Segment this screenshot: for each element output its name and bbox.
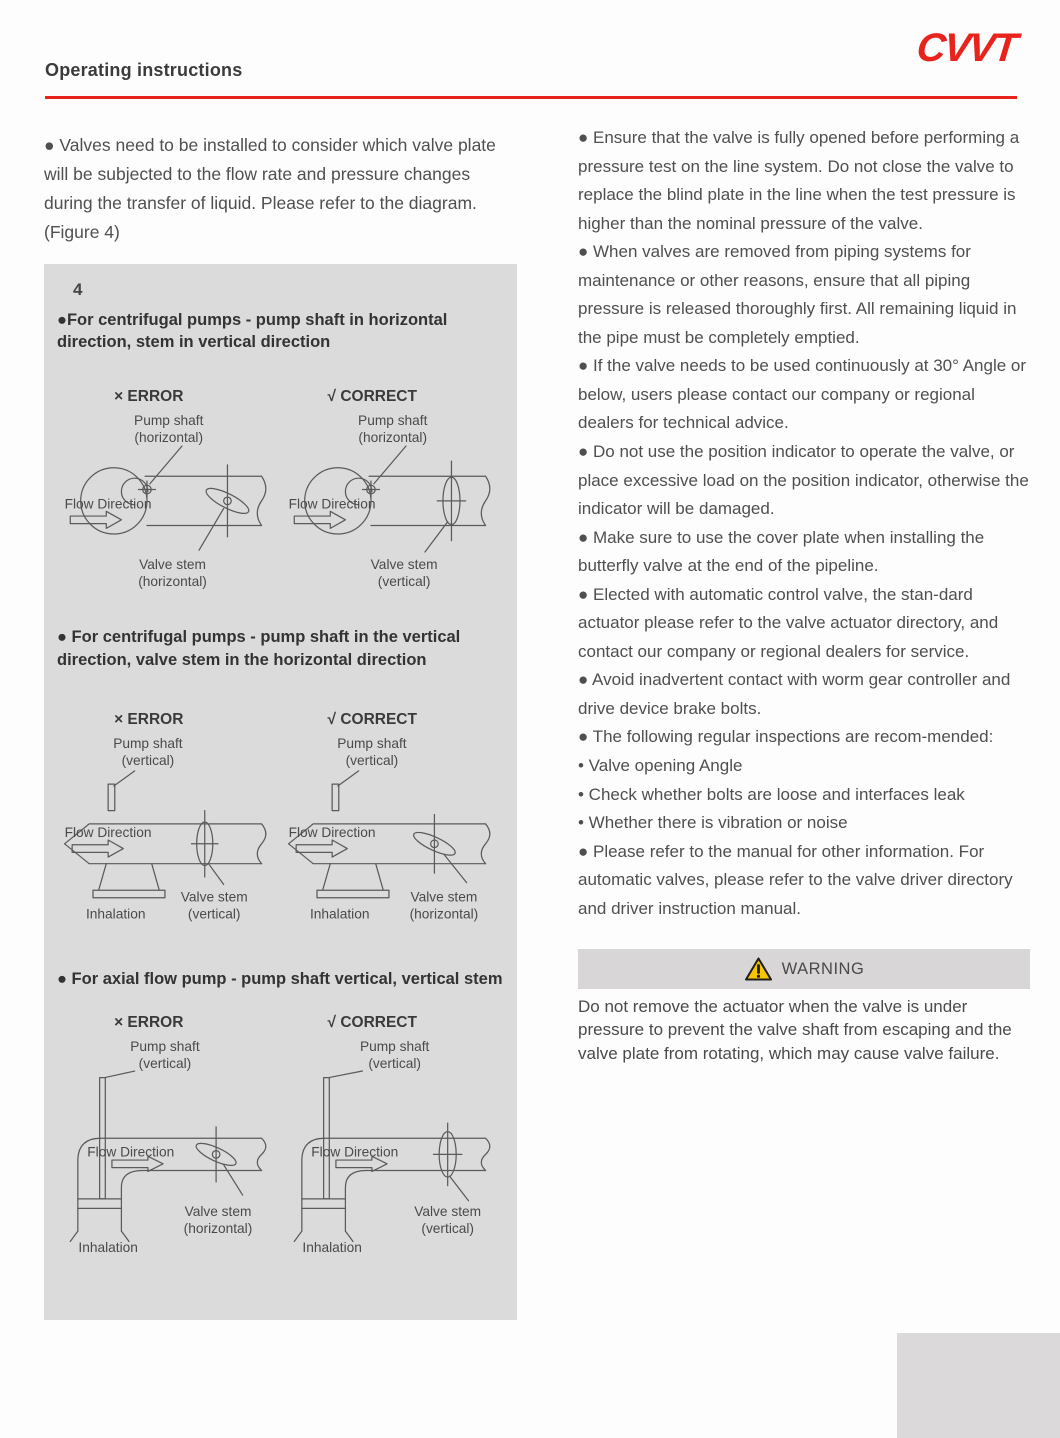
figure-caption: ●For centrifugal pumps - pump shaft in horizontal direction, stem in vertical direction <box>57 311 448 352</box>
diagram-row-2 <box>57 733 504 932</box>
pump-shaft-sublabel: (horizontal) <box>134 429 204 445</box>
valve-stem-sublabel: (vertical) <box>420 1221 474 1237</box>
valve-drawing <box>411 814 467 882</box>
correct-label: √ CORRECT <box>327 1014 417 1032</box>
pump-shaft-label: Pump shaft <box>357 412 427 428</box>
valve-stem-sublabel: (vertical) <box>377 573 430 589</box>
flow-arrow-icon <box>70 511 121 528</box>
valve-drawing <box>433 1123 468 1201</box>
flow-arrow-icon <box>294 511 345 528</box>
flow-arrow-icon <box>296 840 347 857</box>
header-rule <box>45 96 1017 99</box>
pump-shaft-sublabel: (vertical) <box>367 1056 421 1072</box>
valve-stem-label: Valve stem <box>370 556 438 572</box>
instruction-subitem: • Check whether bolts are loose and interfaces leak <box>578 784 965 804</box>
pump-shaft-label: Pump shaft <box>359 1039 429 1055</box>
instruction-item: ● The following regular inspections are recom-mended: <box>578 727 994 747</box>
flow-direction-label: Flow Direction <box>64 496 152 512</box>
flow-direction-label: Flow Direction <box>310 1144 398 1160</box>
valve-drawing <box>424 461 465 552</box>
instruction-item: ● Make sure to use the cover plate when installing the butterfly valve at the end of the pipeline. <box>578 527 985 576</box>
figure-number: 4 <box>73 280 83 300</box>
page-title: Operating instructions <box>45 60 243 80</box>
valve-drawing <box>194 1127 243 1195</box>
instruction-list <box>578 124 1030 923</box>
flow-direction-label: Flow Direction <box>288 825 375 841</box>
diagram-centrifugal-hshaft-error <box>57 410 281 595</box>
valve-stem-label: Valve stem <box>184 1203 252 1219</box>
intro-paragraph: ● Valves need to be installed to consider which valve plate will be subjected to the flow rate and pressure changes during the transfer of liquid. Please refer to the diagram. (Figure 4) <box>44 135 496 243</box>
error-label: × ERROR <box>114 1014 184 1032</box>
figure-subheading-3: ● For axial flow pump - pump shaft vertical, vertical stem <box>57 969 503 988</box>
instruction-item: ● Ensure that the valve is fully opened before performing a pressure test on the line system. Do not close the valve to replace the blind plate in the line when the test pressure is higher than the nominal pressure of the valve. <box>578 128 1020 233</box>
pump-shaft-sublabel: (vertical) <box>345 753 398 769</box>
error-correct-row-1 <box>57 388 504 406</box>
diagram-axial-pump-correct <box>281 1036 505 1259</box>
error-correct-row-3 <box>57 1014 504 1032</box>
inhalation-label: Inhalation <box>78 1239 138 1255</box>
valve-stem-sublabel: (horizontal) <box>183 1221 253 1237</box>
valve-stem-sublabel: (horizontal) <box>138 573 207 589</box>
figure-4 <box>44 264 517 1320</box>
valve-drawing <box>199 465 252 550</box>
valve-stem-label: Valve stem <box>409 889 477 905</box>
diagram-centrifugal-vshaft-correct <box>281 733 505 932</box>
right-column <box>578 124 1030 1065</box>
pump-shaft-label: Pump shaft <box>113 736 183 752</box>
pump-shaft-sublabel: (vertical) <box>138 1056 192 1072</box>
flow-arrow-icon <box>72 840 123 857</box>
pump-shaft-sublabel: (vertical) <box>121 753 175 769</box>
error-correct-row-2 <box>57 711 504 729</box>
correct-label: √ CORRECT <box>327 387 417 405</box>
instruction-item: ● Please refer to the manual for other information. For automatic valves, please refer to the valve driver directory and driver instruction manual. <box>578 841 1013 918</box>
instruction-item: ● If the valve needs to be used continuously at 30° Angle or below, users please contact our company or regional dealers for technical advice. <box>578 356 1027 433</box>
error-label: × ERROR <box>114 387 184 405</box>
valve-stem-label: Valve stem <box>180 889 248 905</box>
warning-text: Do not remove the actuator when the valve is under pressure to prevent the valve shaft from escaping and the valve plate from rotating, which may cause valve failure. <box>578 997 1012 1063</box>
inhalation-label: Inhalation <box>309 906 369 922</box>
instruction-subitem: • Valve opening Angle <box>578 756 743 776</box>
flow-direction-label: Flow Direction <box>87 1144 175 1160</box>
pump-shaft-sublabel: (horizontal) <box>357 429 427 445</box>
instruction-item: ● Avoid inadvertent contact with worm gear controller and drive device brake bolts. <box>578 670 1011 718</box>
instruction-item: ● When valves are removed from piping systems for maintenance or other reasons, ensure that all piping pressure is released thoroughly first. All remaining liquid in the pipe must be completely emptied. <box>578 242 1017 347</box>
corner-gray-box <box>897 1333 1060 1438</box>
valve-stem-sublabel: (vertical) <box>187 906 241 922</box>
pump-shaft-label: Pump shaft <box>336 736 407 752</box>
warning-banner <box>578 949 1030 989</box>
brand-logo: CVVT <box>915 26 1019 70</box>
pump-volute-drawing <box>304 446 489 534</box>
instruction-item: ● Do not use the position indicator to operate the valve, or place excessive load on the position indicator, otherwise the indicator will be damaged. <box>578 442 1029 519</box>
inhalation-label: Inhalation <box>301 1239 362 1255</box>
correct-label: √ CORRECT <box>327 710 417 728</box>
pump-shaft-label: Pump shaft <box>134 412 204 428</box>
flow-direction-label: Flow Direction <box>288 496 376 512</box>
diagram-centrifugal-hshaft-correct <box>281 410 505 595</box>
diagram-row-1 <box>57 410 504 595</box>
warning-triangle-icon <box>744 956 773 982</box>
valve-stem-label: Valve stem <box>413 1203 481 1219</box>
diagram-axial-pump-error <box>57 1036 281 1259</box>
instruction-subitem: • Whether there is vibration or noise <box>578 813 848 833</box>
diagram-row-3 <box>57 1036 504 1259</box>
inhalation-label: Inhalation <box>85 906 146 922</box>
valve-drawing <box>191 811 223 885</box>
diagram-centrifugal-vshaft-error <box>57 733 281 932</box>
valve-stem-label: Valve stem <box>139 556 206 572</box>
instruction-item: ● Elected with automatic control valve, the stan-dard actuator please refer to the valve actuator directory, and contact our company or regional dealers for service. <box>578 584 999 661</box>
warning-title: WARNING <box>781 959 865 978</box>
valve-stem-sublabel: (horizontal) <box>409 906 478 922</box>
figure-subheading-2: ● For centrifugal pumps - pump shaft in the vertical direction, valve stem in the horizontal direction <box>57 628 461 669</box>
error-label: × ERROR <box>114 710 184 728</box>
pump-volute-drawing <box>81 446 266 534</box>
flow-direction-label: Flow Direction <box>64 825 152 841</box>
pump-shaft-label: Pump shaft <box>130 1039 200 1055</box>
left-column <box>44 131 517 1320</box>
